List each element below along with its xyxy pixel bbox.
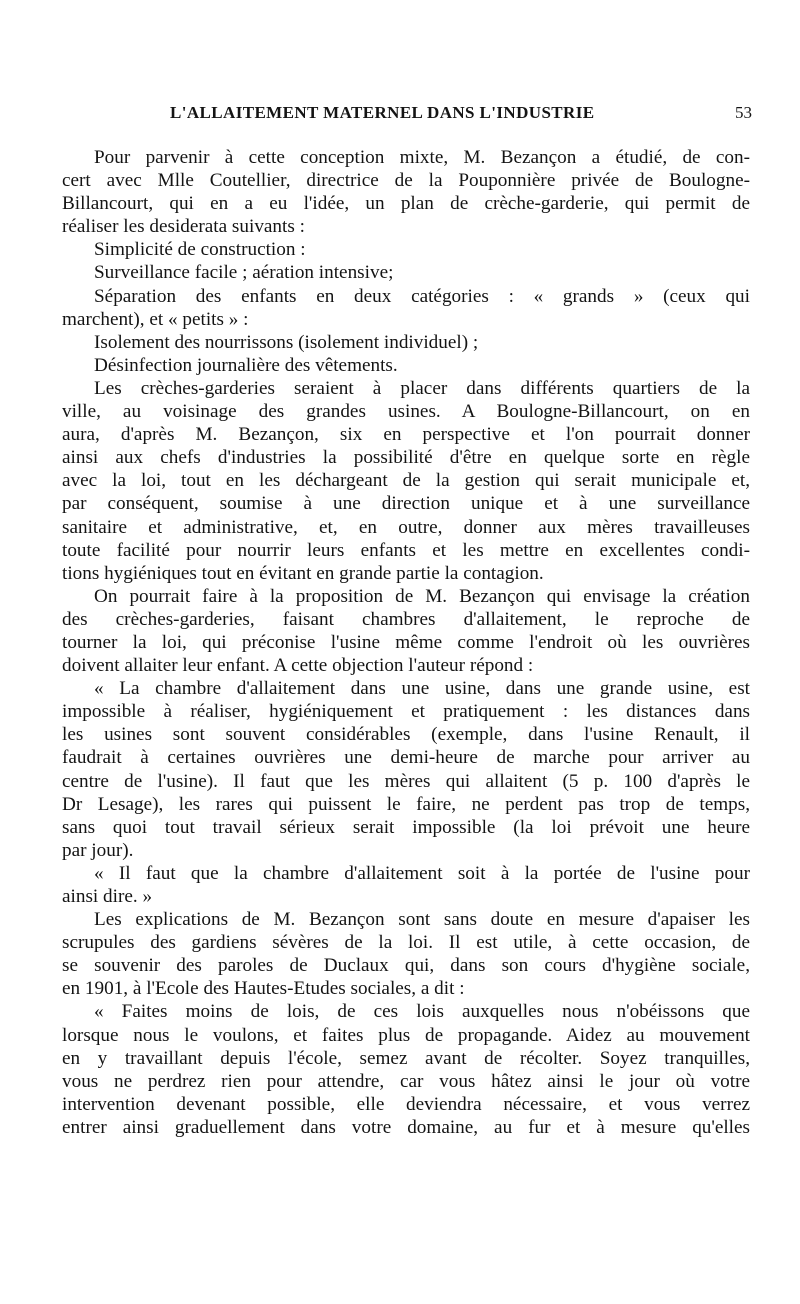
running-title: L'ALLAITEMENT MATERNEL DANS L'INDUSTRIE: [170, 103, 595, 122]
text-line: sanitaire et administrative, et, en outre, donner aux mères travailleuses: [62, 516, 750, 538]
text-line: ville, au voisinage des grandes usines. A Boulogne-Billancourt, on en: [62, 401, 750, 423]
text-line: On pourrait faire à la proposition de M. Bezançon qui envisage la création: [94, 585, 750, 607]
text-line: entrer ainsi graduellement dans votre domaine, au fur et à mesure qu'elles: [62, 1116, 750, 1138]
text-line: centre de l'usine). Il faut que les mères qui allaitent (5 p. 100 d'après le: [62, 770, 750, 792]
text-line: Désinfection journalière des vêtements.: [94, 354, 398, 376]
text-line: « Il faut que la chambre d'allaitement soit à la portée de l'usine pour: [94, 862, 750, 884]
text-line: aura, d'après M. Bezançon, six en perspective et l'on pourrait donner: [62, 424, 750, 446]
text-line: doivent allaiter leur enfant. A cette objection l'auteur répond :: [62, 655, 534, 677]
text-line: sans quoi tout travail sérieux serait impossible (la loi prévoit une heure: [62, 816, 750, 838]
text-line: lorsque nous le voulons, et faites plus de propagande. Aidez au mouvement: [62, 1024, 750, 1046]
text-line: « La chambre d'allaitement dans une usine, dans une grande usine, est: [94, 678, 750, 700]
text-line: scrupules des gardiens sévères de la loi. Il est utile, à cette occasion, de: [62, 932, 750, 954]
text-line: ainsi dire. »: [62, 886, 153, 907]
text-line: Dr Lesage), les rares qui puissent le faire, ne perdent pas trop de temps,: [62, 793, 750, 815]
text-line: cert avec Mlle Coutellier, directrice de la Pouponnière privée de Boulogne-: [62, 170, 750, 192]
text-line: Séparation des enfants en deux catégories : « grands » (ceux qui: [94, 285, 750, 307]
text-line: Isolement des nourrissons (isolement individuel) ;: [94, 331, 479, 353]
text-line: Les explications de M. Bezançon sont sans doute en mesure d'apaiser les: [94, 909, 750, 931]
text-line: Simplicité de construction :: [94, 239, 306, 261]
text-line: vous ne perdrez rien pour attendre, car vous hâtez ainsi le jour où votre: [62, 1070, 750, 1092]
text-line: des crèches-garderies, faisant chambres d'allaitement, le reproche de: [62, 608, 750, 630]
text-line: les usines sont souvent considérables (exemple, dans l'usine Renault, il: [62, 724, 750, 746]
text-line: impossible à réaliser, hygiéniquement et pratiquement : les distances dans: [62, 701, 750, 723]
page-header: [170, 103, 752, 129]
text-line: marchent), et « petits » :: [62, 308, 249, 330]
text-line: par jour).: [62, 839, 134, 861]
text-line: « Faites moins de lois, de ces lois auxquelles nous n'obéissons que: [94, 1001, 750, 1023]
text-line: toute facilité pour nourrir leurs enfants et les mettre en excellentes condi-: [62, 539, 750, 561]
text-line: par conséquent, soumise à une direction unique et à une surveillance: [62, 493, 750, 515]
body-text: [62, 146, 750, 1139]
text-line: Surveillance facile ; aération intensive;: [94, 262, 394, 284]
page-number: 53: [735, 103, 752, 122]
text-line: se souvenir des paroles de Duclaux qui, dans son cours d'hygiène sociale,: [62, 955, 750, 977]
text-line: en y travaillant depuis l'école, semez avant de récolter. Soyez tranquilles,: [62, 1047, 750, 1069]
text-line: tourner la loi, qui préconise l'usine même comme l'endroit où les ouvrières: [62, 631, 750, 653]
text-line: intervention devenant possible, elle deviendra nécessaire, et vous verrez: [62, 1093, 750, 1115]
text-line: avec la loi, tout en les déchargeant de la gestion qui serait municipale et,: [62, 470, 750, 492]
text-line: réaliser les desiderata suivants :: [62, 216, 305, 238]
text-line: Pour parvenir à cette conception mixte, M. Bezançon a étudié, de con-: [94, 147, 750, 168]
text-line: ainsi aux chefs d'industries la possibilité d'être en quelque sorte en règle: [62, 447, 750, 469]
text-line: en 1901, à l'Ecole des Hautes-Etudes sociales, a dit :: [62, 978, 465, 1000]
text-line: faudrait à certaines ouvrières une demi-heure de marche pour arriver au: [62, 747, 750, 769]
text-line: Billancourt, qui en a eu l'idée, un plan de crèche-garderie, qui permit de: [62, 193, 750, 215]
text-line: tions hygiéniques tout en évitant en grande partie la contagion.: [62, 562, 544, 584]
text-line: Les crèches-garderies seraient à placer dans différents quartiers de la: [94, 377, 750, 399]
